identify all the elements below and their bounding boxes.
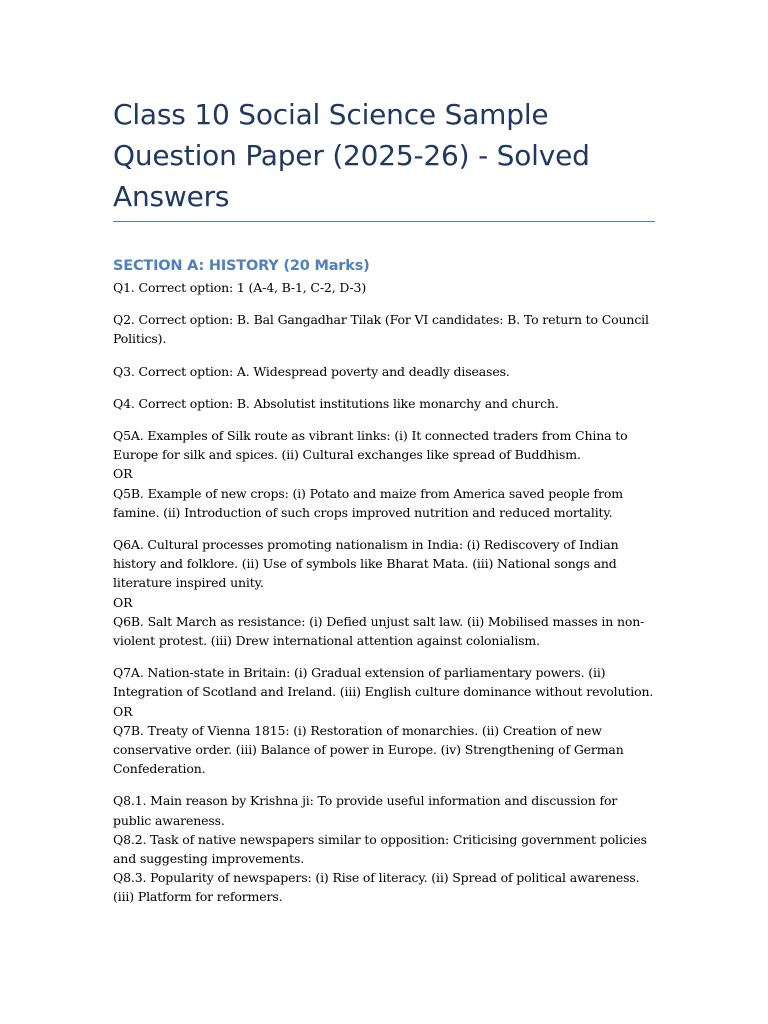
section-heading: SECTION A: HISTORY (20 Marks) [113,258,370,274]
answer-line: Q7A. Nation-state in Britain: (i) Gradual extension of parliamentary powers. (ii) Integration of Scotland and Ireland. (iii) English culture dominance without revolution. [113,665,654,700]
document-title: Class 10 Social Science Sample Question Paper (2025-26) - Solved Answers [113,98,590,213]
answer-line: Q1. Correct option: 1 (A-4, B-1, C-2, D-3) [113,280,367,295]
answer-line: Q8.3. Popularity of newspapers: (i) Rise of literacy. (ii) Spread of political awareness. (iii) Platform for reformers. [113,870,640,905]
answers-body [113,278,656,907]
answer-paragraph-q3 [113,362,656,381]
answer-line: Q7B. Treaty of Vienna 1815: (i) Restoration of monarchies. (ii) Creation of new conservative order. (iii) Balance of power in Europe. (iv) Strengthening of German Confederation. [113,722,624,777]
answer-line: Q4. Correct option: B. Absolutist institutions like monarchy and church. [113,395,559,411]
answer-paragraph-q8 [113,791,656,906]
answer-paragraph-q4 [113,394,656,413]
answer-line: Q6B. Salt March as resistance: (i) Defied unjust salt law. (ii) Mobilised masses in non-violent protest. (iii) Drew international attention against colonialism. [113,613,645,649]
or-separator: OR [113,466,133,482]
answer-line: Q5A. Examples of Silk route as vibrant links: (i) It connected traders from China to Europe for silk and spices. (ii) Cultural exchanges like spread of Buddhism. [113,428,628,463]
answer-paragraph-q6 [113,535,656,650]
or-separator: OR [113,594,133,610]
answer-line: Q5B. Example of new crops: (i) Potato and maize from America saved people from famine. (ii) Introduction of such crops improved nutrition and reduced mortality. [113,485,623,520]
title-underline [113,221,655,222]
answer-paragraph-q5 [113,426,656,522]
answer-paragraph-q1 [113,278,656,297]
answer-paragraph-q2 [113,310,656,348]
answer-line: Q8.2. Task of native newspapers similar to opposition: Criticising government policies and suggesting improvements. [113,831,647,867]
answer-line: Q3. Correct option: A. Widespread poverty and deadly diseases. [113,363,510,379]
answer-line: Q6A. Cultural processes promoting nationalism in India: (i) Rediscovery of Indian history and folklore. (ii) Use of symbols like Bharat Mata. (iii) National songs and literature inspired unity. [113,537,619,591]
answer-paragraph-q7 [113,663,656,778]
answer-line: Q8.1. Main reason by Krishna ji: To provide useful information and discussion for public awareness. [113,793,618,828]
or-separator: OR [113,703,133,719]
answer-line: Q2. Correct option: B. Bal Gangadhar Tilak (For VI candidates: B. To return to Council Politics). [113,312,649,347]
